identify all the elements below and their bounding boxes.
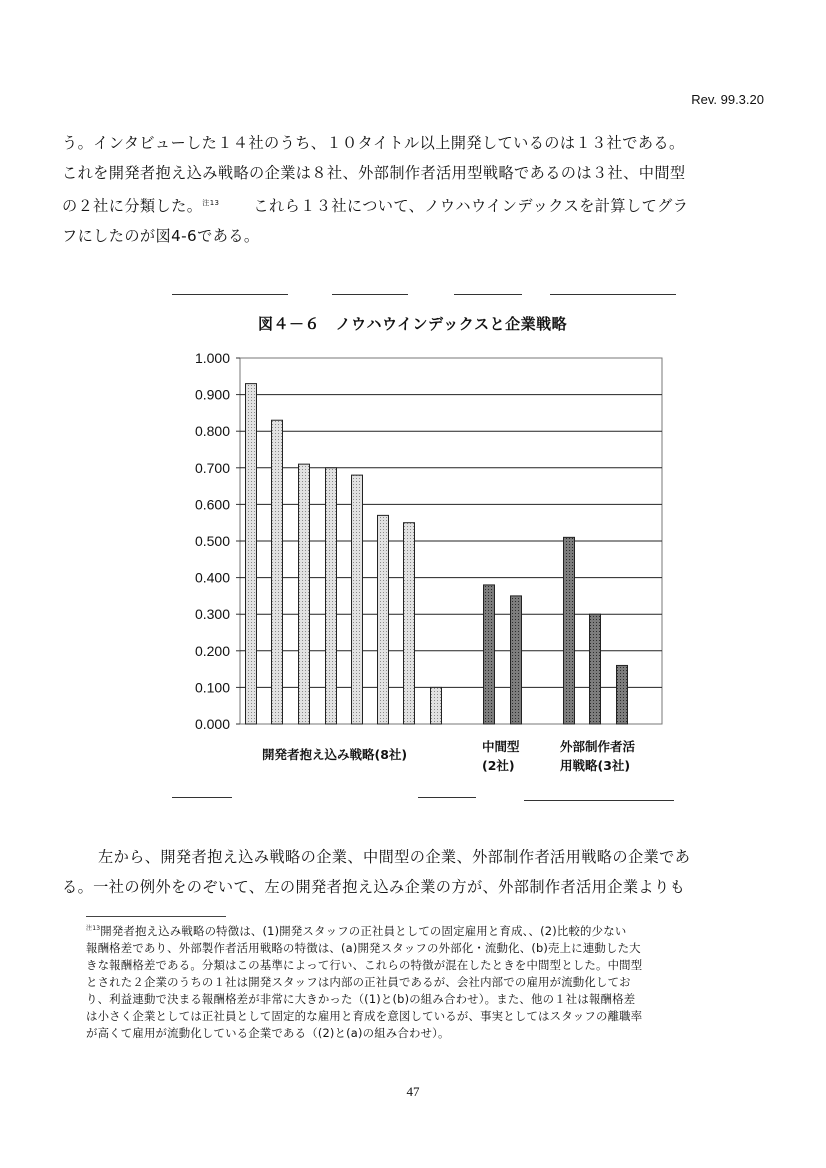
y-axis-ticks xyxy=(195,350,240,732)
intro-line-part: の２社に分類した。 xyxy=(62,197,203,216)
y-tick-label: 0.600 xyxy=(194,496,230,513)
intro-line xyxy=(62,188,762,221)
group-label-external xyxy=(560,737,635,775)
footnote xyxy=(86,920,766,1042)
group-label-line: 用戦略(3社) xyxy=(560,758,631,773)
y-tick-label: 0.200 xyxy=(194,642,230,659)
y-tick-label: 0.300 xyxy=(194,606,230,623)
footnote-text: 開発者抱え込み戦略の特徴は、(1)開発スタッフの正社員としての固定雇用と育成、、(2)比較的少ない xyxy=(100,923,627,938)
frame-rule xyxy=(332,294,408,295)
intro-line: これを開発者抱え込み戦略の企業は８社、外部制作者活用型戦略であるのは３社、中間型 xyxy=(62,164,686,182)
footnote-divider xyxy=(86,916,226,917)
bar xyxy=(246,384,257,724)
bar xyxy=(511,596,522,724)
frame-rule xyxy=(550,294,676,295)
intro-line: フにしたのが図4-6である。 xyxy=(62,227,260,246)
footnote-reference[interactable]: 注13 xyxy=(202,199,220,207)
y-tick-label: 0.900 xyxy=(194,386,230,403)
footnote-line: とされた２企業のうちの１社は開発スタッフは内部の正社員であるが、会社内部での雇用が流動化してお xyxy=(86,974,631,989)
group-label-line: 開発者抱え込み戦略(8社) xyxy=(262,747,408,762)
bar xyxy=(564,537,575,724)
page-number: 47 xyxy=(406,1084,420,1099)
outro-line: 左から、開発者抱え込み戦略の企業、中間型の企業、外部制作者活用戦略の企業であ xyxy=(98,848,691,866)
intro-line-part: これら１３社について、ノウハウインデックスを計算してグラ xyxy=(253,197,689,216)
y-tick-label: 0.100 xyxy=(194,679,230,696)
bar xyxy=(431,687,442,724)
group-label-middle xyxy=(482,737,520,775)
y-tick-label: 0.400 xyxy=(194,569,230,586)
frame-rule xyxy=(454,294,522,295)
footnote-line: 報酬格差であり、外部製作者活用戦略の特徴は、(a)開発スタッフの外部化・流動化、(b)売上に連動した大 xyxy=(86,940,641,955)
y-tick-label: 0.500 xyxy=(194,533,230,549)
outro-line: る。一社の例外をのぞいて、左の開発者抱え込み企業の方が、外部制作者活用企業よりも xyxy=(62,878,686,896)
frame-rule xyxy=(418,797,476,798)
intro-line: う。インタビューした１４社のうち、１０タイトル以上開発しているのは１３社である。 xyxy=(62,134,685,152)
group-label-internal xyxy=(262,745,407,764)
bar xyxy=(272,420,283,724)
bar xyxy=(326,468,337,724)
footnote-line: り、利益連動で決まる報酬格差が非常に大きかった（(1)と(b)の組み合わせ）。また、他の１社は報酬格差 xyxy=(86,991,636,1006)
y-tick-label: 1.000 xyxy=(194,350,230,366)
group-label-line: 中間型 xyxy=(482,739,520,754)
bar xyxy=(352,475,363,724)
figure-title: 図４－６ ノウハウインデックスと企業戦略 xyxy=(258,315,568,333)
bar xyxy=(617,665,628,724)
bar xyxy=(299,464,310,724)
bar xyxy=(484,585,495,724)
bar-chart xyxy=(176,346,676,736)
footnote-line xyxy=(86,920,766,940)
footnote-mark: 注13 xyxy=(86,925,101,932)
bar xyxy=(378,515,389,724)
frame-rule xyxy=(172,294,288,295)
outro-paragraph xyxy=(62,842,762,902)
group-label-line: 外部制作者活 xyxy=(560,739,636,754)
y-tick-label: 0.800 xyxy=(194,423,230,440)
footnote-line: は小さく企業としては正社員として固定的な雇用と育成を意図しているが、事実としてはスタッフの離職率 xyxy=(86,1008,643,1023)
y-tick-label: 0.700 xyxy=(194,459,230,476)
revision-label: Rev. 99.3.20 xyxy=(691,92,764,107)
frame-rule xyxy=(524,800,674,801)
bar xyxy=(404,523,415,724)
footnote-line: が高くて雇用が流動化している企業である（(2)と(a)の組み合わせ）。 xyxy=(86,1025,450,1040)
group-label-line: (2社) xyxy=(482,758,515,773)
intro-paragraph xyxy=(62,128,762,251)
y-tick-label: 0.000 xyxy=(194,716,230,732)
frame-rule xyxy=(172,797,232,798)
bar xyxy=(590,614,601,724)
footnote-line: きな報酬格差である。分類はこの基準によって行い、これらの特徴が混在したときを中間型とした。中間型 xyxy=(86,957,643,972)
